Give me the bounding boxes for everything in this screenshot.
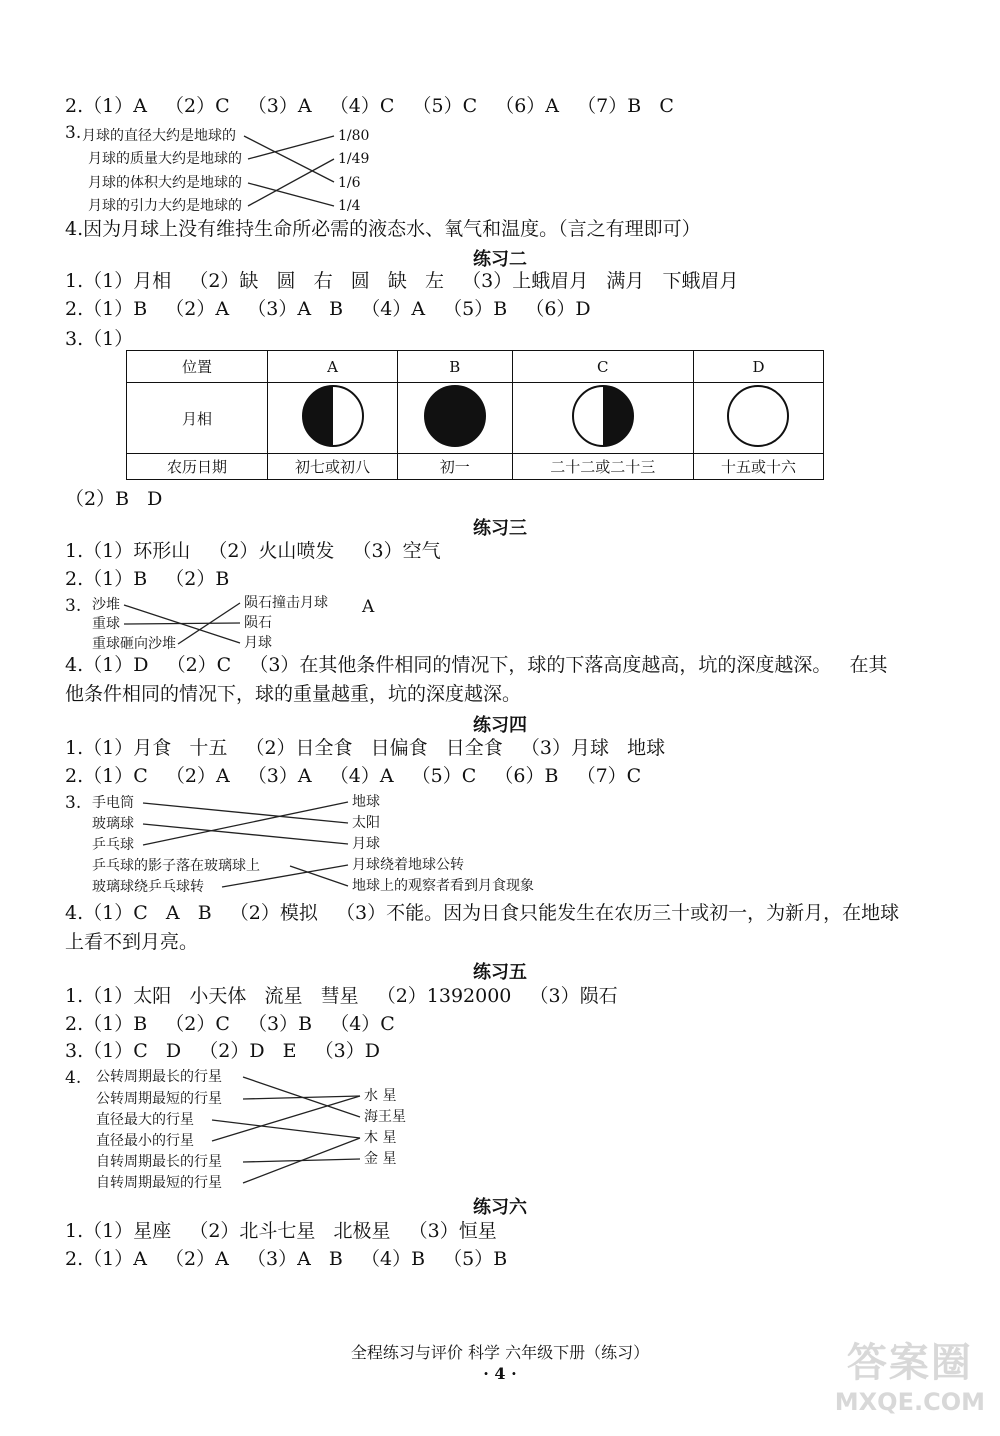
ex1-q3-left-1: 月球的直径大约是地球的	[82, 128, 236, 144]
ex3-title: 练习三	[473, 518, 527, 539]
ex6-q2-answer: 2.（1）A （2）A （3）A B （4）B （5）B	[65, 1248, 508, 1270]
ex5-q4-right-2: 海王星	[364, 1109, 406, 1125]
ex4-q3-right-4: 月球绕着地球公转	[352, 857, 464, 873]
ex2-q3-1-label: 3.（1）	[65, 328, 134, 350]
ex3-q4-line1: 4.（1）D （2）C （3）在其他条件相同的情况下，球的下落高度越高，坑的深度越深。 在其	[65, 654, 888, 676]
ex3-q2-answer: 2.（1）B （2）B	[65, 568, 230, 590]
header-lunar-date: 农历日期	[127, 454, 268, 480]
ex3-q4-line2: 他条件相同的情况下，球的重量越重，坑的深度越深。	[65, 683, 522, 705]
ex4-q3-right-3: 月球	[352, 836, 380, 852]
ex5-q4-left-6: 自转周期最短的行星	[96, 1175, 222, 1191]
ex3-q1-answer: 1.（1）环形山 （2）火山喷发 （3）空气	[65, 540, 441, 562]
ex1-q3-right-3: 1/6	[338, 175, 361, 191]
ex4-title: 练习四	[473, 715, 527, 736]
header-position: 位置	[127, 351, 268, 383]
date-b: 初一	[398, 454, 513, 480]
watermark-site: MXQE.COM	[834, 1388, 985, 1416]
ex3-q3-number: 3.	[65, 596, 82, 616]
ex3-q3-extra-answer: A	[362, 597, 375, 617]
date-c: 二十二或二十三	[512, 454, 693, 480]
match-line	[212, 1096, 360, 1141]
ex5-q4-left-2: 公转周期最短的行星	[96, 1091, 222, 1107]
date-d: 十五或十六	[693, 454, 823, 480]
ex4-q4-line1: 4.（1）C A B （2）模拟 （3）不能。因为日食只能发生在农历三十或初一，为新月，在地球	[65, 902, 900, 924]
ex2-title: 练习二	[473, 249, 527, 270]
ex4-q3-left-3: 乒乓球	[92, 837, 134, 853]
ex4-q3-number: 3.	[65, 793, 82, 813]
position-a: A	[268, 351, 398, 383]
ex5-q2-answer: 2.（1）B （2）C （3）B （4）C	[65, 1013, 395, 1035]
ex5-title: 练习五	[473, 962, 527, 983]
ex3-q3-right-2: 陨石	[244, 615, 272, 631]
ex5-q4-right-4: 金 星	[364, 1151, 397, 1167]
ex5-q4-left-5: 自转周期最长的行星	[96, 1154, 222, 1170]
ex1-q2-answer: 2.（1）A （2）C （3）A （4）C （5）C （6）A （7）B C	[65, 95, 674, 117]
ex5-q3-answer: 3.（1）C D （2）D E （3）D	[65, 1040, 380, 1062]
ex4-q3-left-4: 乒乓球的影子落在玻璃球上	[92, 858, 260, 874]
watermark	[835, 1331, 985, 1416]
match-line	[212, 1120, 360, 1138]
ex1-q3-right-1: 1/80	[338, 128, 370, 144]
ex1-q3-right-4: 1/4	[338, 198, 361, 214]
watermark-logo: 答案圈	[846, 1340, 973, 1386]
ex3-q3-left-1: 沙堆	[92, 597, 120, 613]
ex2-q3-2-answer: （2）B D	[65, 488, 163, 510]
ex3-q3-left-3: 重球砸向沙堆	[92, 636, 176, 652]
ex6-q1-answer: 1.（1）星座 （2）北斗七星 北极星 （3）恒星	[65, 1220, 497, 1242]
ex5-q4-right-3: 木 星	[364, 1130, 397, 1146]
ex5-q4-right-1: 水 星	[364, 1088, 397, 1104]
ex4-q2-answer: 2.（1）C （2）A （3）A （4）A （5）C （6）B （7）C	[65, 765, 642, 787]
ex1-q3-number: 3.	[65, 123, 82, 143]
ex1-q3-left-4: 月球的引力大约是地球的	[88, 198, 242, 214]
ex5-q4-left-3: 直径最大的行星	[96, 1112, 194, 1128]
ex5-q4-number: 4.	[65, 1068, 82, 1088]
position-d: D	[693, 351, 823, 383]
ex3-q3-right-1: 陨石撞击月球	[244, 595, 328, 611]
ex5-q4-left-4: 直径最小的行星	[96, 1133, 194, 1149]
match-line	[243, 1138, 360, 1183]
ex1-q3-right-2: 1/49	[338, 151, 370, 167]
ex3-q3-left-2: 重球	[92, 616, 120, 632]
ex2-q1-answer: 1.（1）月相 （2）缺 圆 右 圆 缺 左 （3）上蛾眉月 满月 下蛾眉月	[65, 270, 739, 292]
ex6-title: 练习六	[473, 1197, 527, 1218]
footer-book-title: 全程练习与评价 科学 六年级下册（练习）	[350, 1343, 650, 1362]
page-number: · 4 ·	[483, 1364, 517, 1383]
ex2-q2-answer: 2.（1）B （2）A （3）A B （4）A （5）B （6）D	[65, 298, 591, 320]
position-c: C	[512, 351, 693, 383]
position-b: B	[398, 351, 513, 383]
header-moon-phase: 月相	[127, 383, 268, 454]
ex4-q3-right-2: 太阳	[352, 815, 380, 831]
ex1-q3-left-3: 月球的体积大约是地球的	[88, 175, 242, 191]
ex5-q4-left-1: 公转周期最长的行星	[96, 1069, 222, 1085]
ex1-q3-left-2: 月球的质量大约是地球的	[88, 151, 242, 167]
ex3-q3-right-3: 月球	[244, 635, 272, 651]
ex4-q3-right-5: 地球上的观察者看到月食现象	[352, 878, 534, 894]
ex4-q1-answer: 1.（1）月食 十五 （2）日全食 日偏食 日全食 （3）月球 地球	[65, 737, 666, 759]
ex4-q3-left-1: 手电筒	[92, 795, 134, 811]
date-a: 初七或初八	[268, 454, 398, 480]
ex4-q3-left-2: 玻璃球	[92, 816, 134, 832]
ex4-q3-right-1: 地球	[352, 794, 380, 810]
ex4-q3-left-5: 玻璃球绕乒乓球转	[92, 879, 204, 895]
ex5-q1-answer: 1.（1）太阳 小天体 流星 彗星 （2）1392000 （3）陨石	[65, 985, 618, 1007]
ex4-q4-line2: 上看不到月亮。	[65, 931, 199, 953]
ex1-q4-answer: 4.因为月球上没有维持生命所必需的液态水、氧气和温度。（言之有理即可）	[65, 218, 701, 240]
